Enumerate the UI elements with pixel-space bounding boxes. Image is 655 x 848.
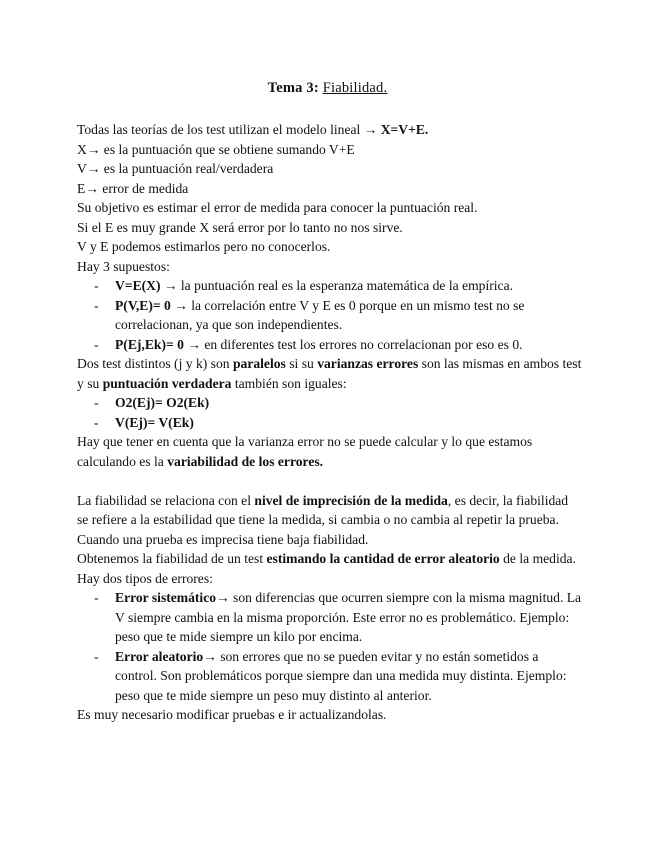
intro-line: Hay 3 supuestos: <box>77 258 170 274</box>
supuestos-list <box>77 276 582 354</box>
paralelos-paragraph: Dos test distintos (j y k) son paralelos si su varianzas errores son las mismas en ambos test y su puntuación verdadera también son iguales: <box>77 356 582 391</box>
list-item: - Error aleatorio→ son errores que no se pueden evitar y no están sometidos a control. Son problemáticos porque siempre dan una medida muy distinta. Ejemplo: peso que te mide siempre un peso muy distinto al anterior. <box>115 647 582 706</box>
varianza-paragraph: Hay que tener en cuenta que la varianza error no se puede calcular y lo que estamos calculando es la variabilidad de los errores. <box>77 434 533 469</box>
paragraph-gap <box>77 471 582 491</box>
title-name: Fiabilidad. <box>322 80 388 96</box>
title-prefix: Tema 3: <box>267 80 319 96</box>
obtenemos-paragraph: Obtenemos la fiabilidad de un test estimando la cantidad de error aleatorio de la medida. Hay dos tipos de errores: <box>77 551 576 586</box>
intro-line: Si el E es muy grande X será error por lo tanto no nos sirve. <box>77 219 403 235</box>
conclusion-line: Es muy necesario modificar pruebas e ir actualizandolas. <box>77 707 387 722</box>
intro-line: V→ es la puntuación real/verdadera <box>77 161 274 176</box>
list-item: - Error sistemático→ son diferencias que ocurren siempre con la misma magnitud. La V siempre cambia en la misma proporción. Este error no es problemático. Ejemplo: peso que te mide siempre un kilo por encima. <box>115 588 582 647</box>
list-item: - P(V,E)= 0 → la correlación entre V y E es 0 porque en un mismo test no se correlacionan, ya que son independientes. <box>115 296 582 335</box>
intro-line: V y E podemos estimarlos pero no conocerlos. <box>77 239 331 254</box>
list-item: - V(Ej)= V(Ek) <box>115 413 582 433</box>
list-item: - P(Ej,Ek)= 0 → en diferentes test los errores no correlacionan por eso es 0. <box>115 335 582 355</box>
page-title <box>0 79 655 99</box>
intro-line: Su objetivo es estimar el error de medida para conocer la puntuación real. <box>77 200 478 215</box>
document-body <box>77 120 582 725</box>
formulas-list <box>77 393 582 432</box>
list-item: - V=E(X) → la puntuación real es la esperanza matemática de la empírica. <box>115 276 582 296</box>
intro-line: Todas las teorías de los test utilizan el modelo lineal → X=V+E. <box>77 122 429 137</box>
list-item: - O2(Ej)= O2(Ek) <box>115 393 582 413</box>
errores-list <box>77 588 582 705</box>
intro-line: X→ es la puntuación que se obtiene sumando V+E <box>77 141 355 157</box>
intro-line: E→ error de medida <box>77 180 189 196</box>
fiabilidad-paragraph: La fiabilidad se relaciona con el nivel de imprecisión de la medida, es decir, la fiabilidad se refiere a la estabilidad que tiene la medida, si cambia o no cambia al repetir la prueba. Cuando una prueba es imprecisa tiene baja fiabilidad. <box>77 492 569 547</box>
